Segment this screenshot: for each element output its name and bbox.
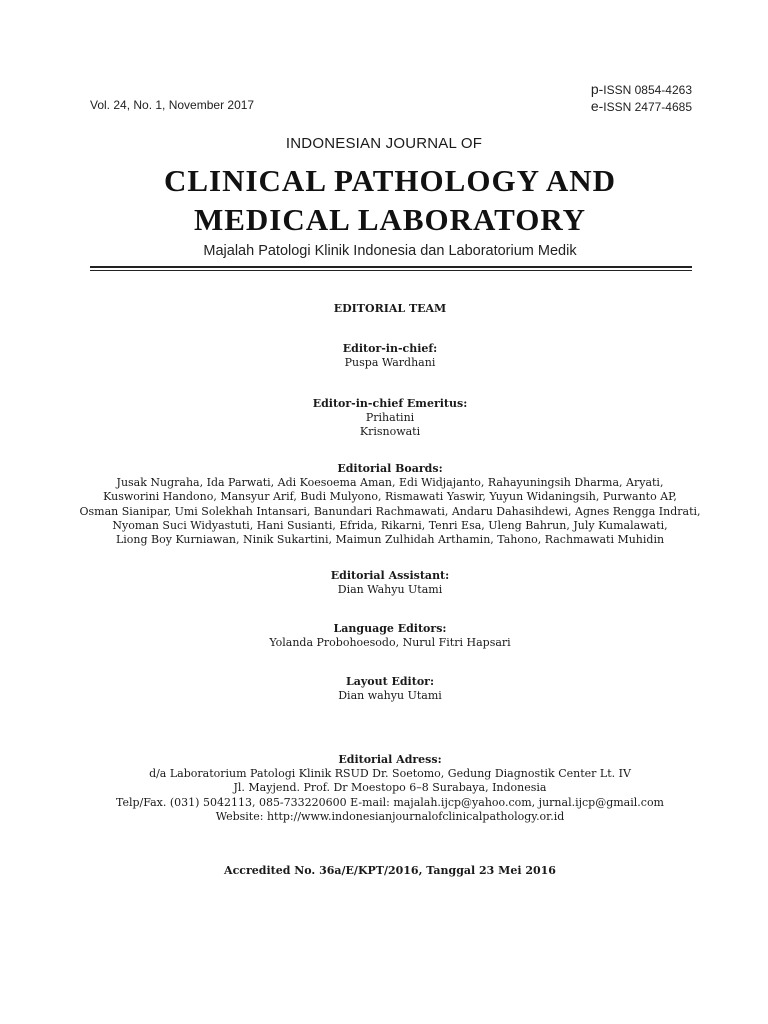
editorial-assistant-section (0, 569, 768, 597)
journal-prefix: INDONESIAN JOURNAL OF (285, 135, 483, 152)
emeritus-name: Prihatini (365, 411, 415, 425)
emeritus-name: Krisnowati (359, 425, 421, 439)
editorial-boards-line: Kusworini Handono, Mansyur Arif, Budi Mulyono, Rismawati Yaswir, Yuyun Widaningsih, Purwanto AP, (103, 490, 677, 504)
layout-editor-name: Dian wahyu Utami (338, 689, 442, 703)
editorial-assistant-name: Dian Wahyu Utami (337, 583, 443, 597)
journal-subtitle: Majalah Patologi Klinik Indonesia dan Laboratorium Medik (203, 243, 577, 259)
language-editors-names: Yolanda Probohoesodo, Nurul Fitri Hapsari (269, 636, 511, 650)
editorial-address-section (0, 753, 768, 824)
online-issn (591, 98, 692, 114)
print-issn (591, 81, 692, 97)
header-rule-thick (90, 266, 692, 268)
journal-title-line-2: MEDICAL LABORATORY (193, 202, 587, 237)
address-line: Jl. Mayjend. Prof. Dr Moestopo 6–8 Surabaya, Indonesia (233, 781, 547, 795)
language-editors-section (0, 622, 768, 650)
layout-editor-section (0, 675, 768, 703)
accreditation-note: Accredited No. 36a/E/KPT/2016, Tanggal 23 Mei 2016 (224, 864, 556, 877)
editorial-boards-line: Liong Boy Kurniawan, Ninik Sukartini, Maimun Zulhidah Arthamin, Tahono, Rachmawati Muhidin (115, 533, 665, 547)
editorial-address-label: Editorial Adress: (338, 753, 442, 766)
editorial-assistant-label: Editorial Assistant: (330, 569, 450, 582)
emeritus-section (0, 397, 768, 440)
editorial-boards-label: Editorial Boards: (337, 462, 443, 475)
editorial-boards-line: Nyoman Suci Widyastuti, Hani Susianti, Efrida, Rikarni, Tenri Esa, Uleng Bahrun, July Kumalawati, (112, 518, 668, 532)
volume-info: Vol. 24, No. 1, November 2017 (90, 98, 255, 112)
address-line: d/a Laboratorium Patologi Klinik RSUD Dr. Soetomo, Gedung Diagnostik Center Lt. IV (149, 767, 631, 781)
editorial-team-heading: EDITORIAL TEAM (333, 302, 447, 315)
print-issn-number: ISSN 0854-4263 (603, 83, 692, 97)
editorial-boards-line: Osman Sianipar, Umi Solekhah Intansari, Banundari Rachmawati, Andaru Dahasihdewi, Agnes Rengga Indrati, (79, 504, 701, 518)
online-issn-prefix: e- (590, 98, 604, 114)
contact-line: Telp/Fax. (031) 5042113, 085-733220600 E-mail: majalah.ijcp@yahoo.com, jurnal.ijcp@gmail.com (115, 795, 664, 809)
editorial-boards-line: Jusak Nugraha, Ida Parwati, Adi Koesoema Aman, Edi Widjajanto, Rahayuningsih Dharma, Aryati, (116, 476, 664, 490)
website-line: Website: http://www.indonesianjournalofclinicalpathology.or.id (215, 809, 565, 823)
editor-in-chief-name: Puspa Wardhani (344, 356, 436, 370)
header-rule-thin (90, 270, 692, 271)
layout-editor-label: Layout Editor: (345, 675, 435, 688)
language-editors-label: Language Editors: (333, 622, 447, 635)
online-issn-number: ISSN 2477-4685 (603, 100, 692, 114)
editorial-boards-section (0, 462, 768, 547)
journal-title-line-1: CLINICAL PATHOLOGY AND (163, 163, 617, 198)
print-issn-prefix: p- (590, 81, 604, 97)
editor-in-chief-section (0, 342, 768, 370)
editor-in-chief-label: Editor-in-chief: (342, 342, 438, 355)
emeritus-label: Editor-in-chief Emeritus: (312, 397, 468, 410)
